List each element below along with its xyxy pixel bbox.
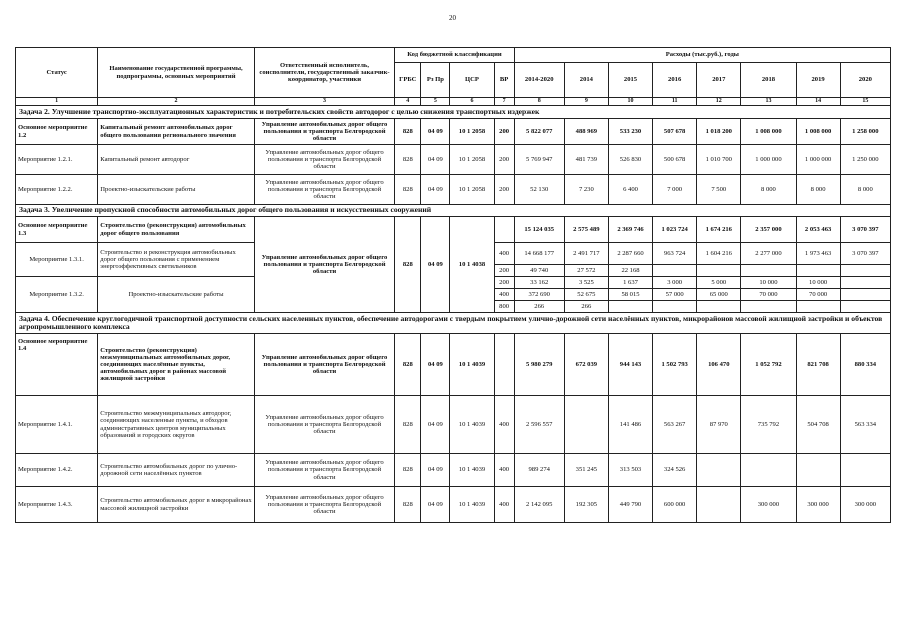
row-value: 58 015 [608,289,652,301]
task-4-title: Задача 4. Обеспечение круглогодичной транспортной доступности сельских населенных пунктов, обеспечение автодорогами с твердым покрытием улично-дорожной сети населённых пунктов, микрорайонов массовой жилищной застройки и объектов агропромышленного комплекса [16,313,891,334]
table-row [16,175,891,205]
row-value: 300 000 [840,487,890,523]
header-year: 2020 [840,63,890,98]
row-value: 1 502 793 [653,334,697,396]
row-value: 3 000 [653,277,697,289]
row-name: Проектно-изыскательские работы [98,175,255,205]
row-value: 989 274 [514,454,564,487]
row-value: 3 070 397 [840,243,890,265]
row-value: 1 973 463 [796,243,840,265]
col-number: 5 [421,98,450,106]
row-value: 2 369 746 [608,217,652,243]
row-value: 2 053 463 [796,217,840,243]
row-value: 300 000 [796,487,840,523]
row-value: 821 708 [796,334,840,396]
row-value: 8 000 [741,175,796,205]
row-csr: 10 1 4039 [450,396,494,454]
row-value: 1 018 200 [697,119,741,145]
row-executor: Управление автомобильных дорог общего пользования и транспорта Белгородской области [254,217,394,313]
row-value: 14 668 177 [514,243,564,265]
row-value: 5 769 947 [514,145,564,175]
col-number: 2 [98,98,255,106]
header-year: 2015 [608,63,652,98]
row-vr: 200 [494,145,514,175]
header-program-name: Наименование государственной программы, подпрограммы, основных мероприятий [98,48,255,98]
header-expenses: Расходы (тыс.руб.), годы [514,48,890,63]
task-2-title: Задача 2. Улучшение транспортно-эксплуатационных характеристик и потребительских свойств автодорог с целью снижения транспортных издержек [16,106,891,119]
row-value: 10 000 [741,277,796,289]
row-csr: 10 1 4039 [450,454,494,487]
row-value: 300 000 [741,487,796,523]
row-name: Капитальный ремонт автомобильных дорог общего пользования регионального значения [98,119,255,145]
row-value: 563 334 [840,396,890,454]
row-value: 2 596 557 [514,396,564,454]
row-value: 1 674 216 [697,217,741,243]
row-value: 672 039 [564,334,608,396]
table-row [16,217,891,243]
row-status: Мероприятие 1.3.2. [16,277,98,313]
row-value: 2 277 000 [741,243,796,265]
row-value: 7 000 [653,175,697,205]
row-value: 106 470 [697,334,741,396]
row-rzpr: 04 09 [421,334,450,396]
col-number: 15 [840,98,890,106]
row-value: 324 526 [653,454,697,487]
row-grbs: 828 [395,487,421,523]
row-value: 1 250 000 [840,145,890,175]
table-row [16,145,891,175]
col-number: 3 [254,98,394,106]
row-name: Строительство и реконструкция автомобильных дорог общего пользования с применением энергоэффективных светильников [98,243,255,277]
row-value: 1 008 000 [741,119,796,145]
row-rzpr: 04 09 [421,396,450,454]
row-vr: 400 [494,289,514,301]
row-grbs: 828 [395,454,421,487]
row-value: 1 008 000 [796,119,840,145]
row-executor: Управление автомобильных дорог общего пользования и транспорта Белгородской области [254,145,394,175]
row-name: Строительство автомобильных дорог в микрорайонах массовой жилищной застройки [98,487,255,523]
row-value: 351 245 [564,454,608,487]
page-number: 20 [449,14,456,22]
column-numbers-row [16,98,891,106]
row-value: 2 575 489 [564,217,608,243]
row-csr: 10 1 2058 [450,145,494,175]
row-value: 5 000 [697,277,741,289]
task-row-3 [16,205,891,217]
row-value: 313 503 [608,454,652,487]
row-value: 1 010 700 [697,145,741,175]
col-number: 4 [395,98,421,106]
row-rzpr: 04 09 [421,454,450,487]
row-executor: Управление автомобильных дорог общего пользования и транспорта Белгородской области [254,487,394,523]
col-number: 13 [741,98,796,106]
task-row-4 [16,313,891,334]
header-year: 2016 [653,63,697,98]
col-number: 11 [653,98,697,106]
row-executor: Управление автомобильных дорог общего пользования и транспорта Белгородской области [254,454,394,487]
row-status: Мероприятие 1.4.3. [16,487,98,523]
row-value: 488 969 [564,119,608,145]
row-value: 563 267 [653,396,697,454]
row-name: Проектно-изыскательские работы [98,277,255,313]
row-vr: 400 [494,243,514,265]
row-value: 3 070 397 [840,217,890,243]
row-value: 507 678 [653,119,697,145]
row-value: 481 739 [564,145,608,175]
row-vr: 400 [494,487,514,523]
row-rzpr: 04 09 [421,487,450,523]
row-grbs: 828 [395,145,421,175]
table-row [16,487,891,523]
row-value: 266 [514,301,564,313]
col-number: 10 [608,98,652,106]
row-value: 7 500 [697,175,741,205]
budget-table [15,47,891,523]
row-vr: 200 [494,175,514,205]
row-value: 1 023 724 [653,217,697,243]
row-value: 1 000 000 [741,145,796,175]
col-number: 6 [450,98,494,106]
row-rzpr: 04 09 [421,145,450,175]
row-vr: 800 [494,301,514,313]
header-row-1 [16,48,891,63]
header-csr: ЦСР [450,63,494,98]
header-grbs: ГРБС [395,63,421,98]
row-value: 1 637 [608,277,652,289]
row-value: 266 [564,301,608,313]
row-value: 1 000 000 [796,145,840,175]
row-value: 500 678 [653,145,697,175]
header-executor: Ответственный исполнитель, соисполнители, государственный заказчик-координатор, участники [254,48,394,98]
col-number: 8 [514,98,564,106]
table-row [16,119,891,145]
table-row [16,454,891,487]
row-value: 504 708 [796,396,840,454]
row-value: 22 168 [608,265,652,277]
row-grbs: 828 [395,396,421,454]
col-number: 12 [697,98,741,106]
row-vr: 200 [494,277,514,289]
row-status: Основное мероприятие 1.3 [16,217,98,243]
row-executor: Управление автомобильных дорог общего пользования и транспорта Белгородской области [254,119,394,145]
row-value: 33 162 [514,277,564,289]
row-value: 2 287 660 [608,243,652,265]
row-csr: 10 1 4039 [450,487,494,523]
header-rzpr: Рз Пр [421,63,450,98]
header-vr: ВР [494,63,514,98]
row-value: 65 000 [697,289,741,301]
row-value: 1 052 792 [741,334,796,396]
row-status: Мероприятие 1.2.1. [16,145,98,175]
col-number: 9 [564,98,608,106]
row-value: 1 258 000 [840,119,890,145]
row-grbs: 828 [395,119,421,145]
task-row-2 [16,106,891,119]
row-rzpr: 04 09 [421,175,450,205]
row-value: 57 000 [653,289,697,301]
task-3-title: Задача 3. Увеличение пропускной способности автомобильных дорог общего пользования и искусственных сооружений [16,205,891,217]
header-year: 2014 [564,63,608,98]
row-value: 7 230 [564,175,608,205]
row-csr: 10 1 4038 [450,217,494,313]
row-value: 449 790 [608,487,652,523]
row-status: Основное мероприятие 1.2 [16,119,98,145]
row-value: 944 143 [608,334,652,396]
row-value: 141 486 [608,396,652,454]
col-number: 7 [494,98,514,106]
row-value: 5 980 279 [514,334,564,396]
row-value: 6 400 [608,175,652,205]
row-vr: 400 [494,454,514,487]
row-value: 27 572 [564,265,608,277]
header-budget-code: Код бюджетной классификации [395,48,514,63]
row-rzpr: 04 09 [421,119,450,145]
row-executor: Управление автомобильных дорог общего пользования и транспорта Белгородской области [254,396,394,454]
table-row [16,396,891,454]
row-csr: 10 1 2058 [450,119,494,145]
row-grbs: 828 [395,334,421,396]
row-csr: 10 1 4039 [450,334,494,396]
row-value: 8 000 [796,175,840,205]
row-value: 3 525 [564,277,608,289]
header-status: Статус [16,48,98,98]
row-value: 2 142 095 [514,487,564,523]
row-value: 52 130 [514,175,564,205]
row-value: 49 740 [514,265,564,277]
row-value: 87 970 [697,396,741,454]
header-year: 2019 [796,63,840,98]
row-value: 70 000 [741,289,796,301]
col-number: 1 [16,98,98,106]
row-value: 52 675 [564,289,608,301]
row-vr: 200 [494,265,514,277]
row-value: 526 830 [608,145,652,175]
row-name: Строительство межмуниципальных автодорог, соединяющих населенные пункты, и обходов административных центров муниципальных образований и городских округов [98,396,255,454]
row-value: 2 491 717 [564,243,608,265]
row-status: Мероприятие 1.4.2. [16,454,98,487]
row-value: 963 724 [653,243,697,265]
row-value: 5 822 077 [514,119,564,145]
row-executor: Управление автомобильных дорог общего пользования и транспорта Белгородской области [254,334,394,396]
row-value: 880 334 [840,334,890,396]
row-name: Капитальный ремонт автодорог [98,145,255,175]
row-value: 1 604 216 [697,243,741,265]
row-grbs: 828 [395,175,421,205]
row-value: 70 000 [796,289,840,301]
table-row [16,334,891,396]
row-status: Мероприятие 1.2.2. [16,175,98,205]
row-vr: 200 [494,119,514,145]
row-name: Строительство автомобильных дорог по улично-дорожной сети населённых пунктов [98,454,255,487]
header-year: 2017 [697,63,741,98]
row-value: 533 230 [608,119,652,145]
header-year: 2018 [741,63,796,98]
row-value: 10 000 [796,277,840,289]
row-name: Строительство (реконструкция) межмуниципальных автомобильных дорог, соединяющих населённые пункты, автомобильных дорог в районах массовой жилищной застройки [98,334,255,396]
header-year: 2014-2020 [514,63,564,98]
row-value: 2 357 000 [741,217,796,243]
row-value: 192 305 [564,487,608,523]
row-value: 372 690 [514,289,564,301]
row-value: 15 124 035 [514,217,564,243]
row-vr: 400 [494,396,514,454]
row-value: 735 792 [741,396,796,454]
row-name: Строительство (реконструкция) автомобильных дорог общего пользования [98,217,255,243]
row-value: 600 000 [653,487,697,523]
row-status: Мероприятие 1.3.1. [16,243,98,277]
row-grbs: 828 [395,217,421,313]
col-number: 14 [796,98,840,106]
row-status: Мероприятие 1.4.1. [16,396,98,454]
row-status: Основное мероприятие 1.4 [16,334,98,396]
row-rzpr: 04 09 [421,217,450,313]
row-csr: 10 1 2058 [450,175,494,205]
row-executor: Управление автомобильных дорог общего пользования и транспорта Белгородской области [254,175,394,205]
row-value: 8 000 [840,175,890,205]
